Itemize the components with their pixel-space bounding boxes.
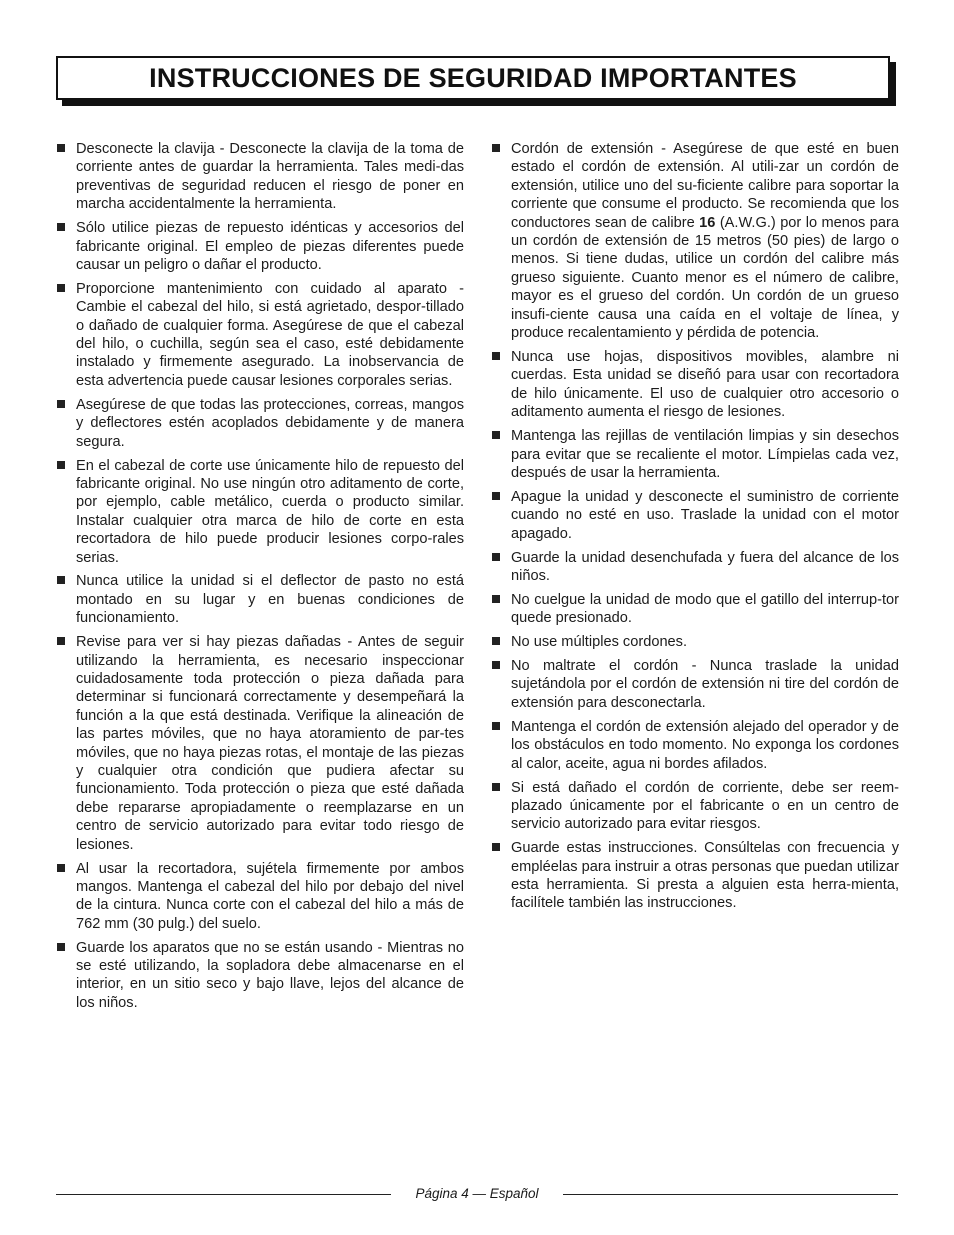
- list-item-text: Nunca utilice la unidad si el deflector de pasto no está montado en su lugar y en buenas condiciones de funcionamiento.: [76, 573, 464, 627]
- bullet-square-icon: [57, 400, 65, 408]
- bullet-square-icon: [492, 553, 500, 561]
- footer-rule-left: [56, 1194, 391, 1195]
- list-item-text: Nunca use hojas, dispositivos movibles, alambre ni cuerdas. Esta unidad se diseñó para usar con recortadora de hilo únicamente. El uso de cualquier otro accesorio o aditamento aumenta el riesgo de lesiones.: [511, 348, 899, 421]
- list-item-text: Desconecte la clavija - Desconecte la clavija de la toma de corriente antes de guardar la herramienta. Tales medi-das preventivas de seguridad reducen el riesgo de poner en marcha accidentalmente la herramienta.: [76, 141, 464, 213]
- list-item: [491, 839, 899, 913]
- right-instruction-list: [491, 140, 899, 913]
- bullet-square-icon: [492, 722, 500, 730]
- bullet-square-icon: [492, 661, 500, 669]
- list-item: [491, 591, 899, 628]
- list-item: [56, 396, 464, 451]
- title-banner: [56, 56, 890, 100]
- bullet-square-icon: [492, 595, 500, 603]
- list-item-text: Sólo utilice piezas de repuesto idénticas y accesorios del fabricante original. El empleo de piezas diferentes puede causar un peligro o dañar el producto.: [76, 220, 464, 273]
- bullet-square-icon: [492, 431, 500, 439]
- list-item: [491, 348, 899, 422]
- bullet-square-icon: [57, 576, 65, 584]
- list-item: [56, 572, 464, 627]
- list-item-text: Asegúrese de que todas las protecciones, correas, mangos y deflectores estén acoplados debidamente y de manera segura.: [76, 396, 464, 450]
- list-item: [491, 779, 899, 834]
- list-item: [56, 633, 464, 854]
- list-item-text: Mantenga el cordón de extensión alejado del operador y de los obstáculos en todo momento. No exponga los cordones al calor, aceite, agua ni bordes afilados.: [511, 718, 899, 772]
- list-item: [56, 219, 464, 274]
- list-item: [56, 939, 464, 1013]
- bullet-square-icon: [492, 492, 500, 500]
- list-item: [56, 280, 464, 390]
- list-item: [491, 488, 899, 543]
- bullet-square-icon: [492, 783, 500, 791]
- list-item: [491, 718, 899, 773]
- list-item: [56, 140, 464, 214]
- bullet-square-icon: [492, 637, 500, 645]
- list-item-extension-cord: [491, 140, 899, 342]
- list-item-text: Guarde los aparatos que no se están usando - Mientras no se esté utilizando, la sopladora debe almacenarse en el interior, en un sitio seco y bajo llave, lejos del alcance de los niños.: [76, 939, 464, 1011]
- list-item-text: Guarde estas instrucciones. Consúltelas con frecuencia y empléelas para instruir a otras personas que puedan utilizar esta herramienta. Si presta a alguien esta herra-mienta, facilítele también las instrucciones.: [511, 840, 899, 912]
- bullet-square-icon: [492, 352, 500, 360]
- left-column: [56, 140, 464, 1018]
- list-item: [491, 633, 899, 651]
- list-item-text: En el cabezal de corte use únicamente hilo de repuesto del fabricante original. No use ningún otro aditamento de corte, por ejemplo, cable metálico, cuerda o producto similar. Instalar cualquier otra marca de hilo de corte en esta recortadora de hilo puede producir lesiones corpo-rales serias.: [76, 457, 464, 566]
- footer-rule-right: [563, 1194, 898, 1195]
- list-item-text: Si está dañado el cordón de corriente, debe ser reem-plazado únicamente por el fabricante o en un centro de servicio autorizado para evitar riesgos.: [511, 779, 899, 833]
- list-item-text: Cordón de extensión - Asegúrese de que esté en buen estado el cordón de extensión. Al utili-zar un cordón de extensión, utilice uno del su-ficiente calibre para soportar la corriente que consume el producto. Se recomienda que los conductores sean de calibre 16 (A.W.G.) por lo menos para un cordón de extensión de 15 metros (50 pies) de largo o menos. Si tiene dudas, utilice un cordón del calibre más grueso siguiente. Cuanto menor es el número de calibre, mayor es el grueso del cordón. Un cordón de un grueso insufi-ciente causa una caída en el voltaje de línea, y produce recalentamiento y pérdida de potencia.: [511, 141, 899, 342]
- bullet-square-icon: [57, 864, 65, 872]
- left-instruction-list: [56, 140, 464, 1012]
- bullet-square-icon: [492, 843, 500, 851]
- list-item: [491, 657, 899, 712]
- list-item: [491, 427, 899, 482]
- footer-page-label: Página 4 — Español: [415, 1186, 539, 1201]
- page-footer: [56, 1185, 898, 1205]
- bullet-square-icon: [492, 144, 500, 152]
- list-item: [56, 457, 464, 567]
- bullet-square-icon: [57, 144, 65, 152]
- list-item: [56, 860, 464, 934]
- bullet-square-icon: [57, 637, 65, 645]
- list-item-text: No cuelgue la unidad de modo que el gatillo del interrup-tor quede presionado.: [511, 591, 899, 627]
- page-title: INSTRUCCIONES DE SEGURIDAD IMPORTANTES: [149, 62, 797, 93]
- list-item: [491, 549, 899, 586]
- bullet-square-icon: [57, 284, 65, 292]
- list-item-text: Mantenga las rejillas de ventilación limpias y sin desechos para evitar que se recaliente el motor. Límpielas cada vez, después de usar la herramienta.: [511, 428, 899, 481]
- list-item-text: No use múltiples cordones.: [511, 634, 688, 651]
- bullet-square-icon: [57, 461, 65, 469]
- list-item-text: Revise para ver si hay piezas dañadas - Antes de seguir utilizando la herramienta, es necesario inspeccionar cuidadosamente toda protección o pieza dañada para determinar si funcionará correctamente y desempeñará la función a la que está destinada. Verifique la alineación de las partes móviles, que no haya atoramiento de par-tes móviles, que no haya piezas rotas, el montaje de las piezas y cualquier otra condición que pudiera afectar su funcionamiento. Toda protección o pieza que esté dañada debe repararse apropiadamente o reemplazarse en un centro de servicio autorizado para evitar todo riesgo de lesiones.: [76, 634, 464, 853]
- list-item-text: Al usar la recortadora, sujétela firmemente por ambos mangos. Mantenga el cabezal del hilo por debajo del nivel de la cintura. Nunca corte con el cabezal del hilo a más de 762 mm (30 pulg.) del suelo.: [76, 860, 464, 932]
- list-item-text: Guarde la unidad desenchufada y fuera del alcance de los niños.: [511, 549, 899, 584]
- list-item-text: Apague la unidad y desconecte el suministro de corriente cuando no esté en uso. Traslade la unidad con el motor apagado.: [511, 488, 899, 542]
- list-item-text: No maltrate el cordón - Nunca traslade la unidad sujetándola por el cordón de extensión ni tire del cordón de extensión para desconectarla.: [511, 658, 899, 711]
- bullet-square-icon: [57, 943, 65, 951]
- list-item-text: Proporcione mantenimiento con cuidado al aparato - Cambie el cabezal del hilo, si está agrietado, despor-tillado o dañado de cualquier forma. Asegúrese de que el cabezal del hilo, o cuchilla, según sea el caso, esté debidamente instalado y firmemente asegurado. La inobservancia de esta advertencia puede causar lesiones corporales serias.: [76, 280, 464, 389]
- right-column: [491, 140, 899, 918]
- bullet-square-icon: [57, 223, 65, 231]
